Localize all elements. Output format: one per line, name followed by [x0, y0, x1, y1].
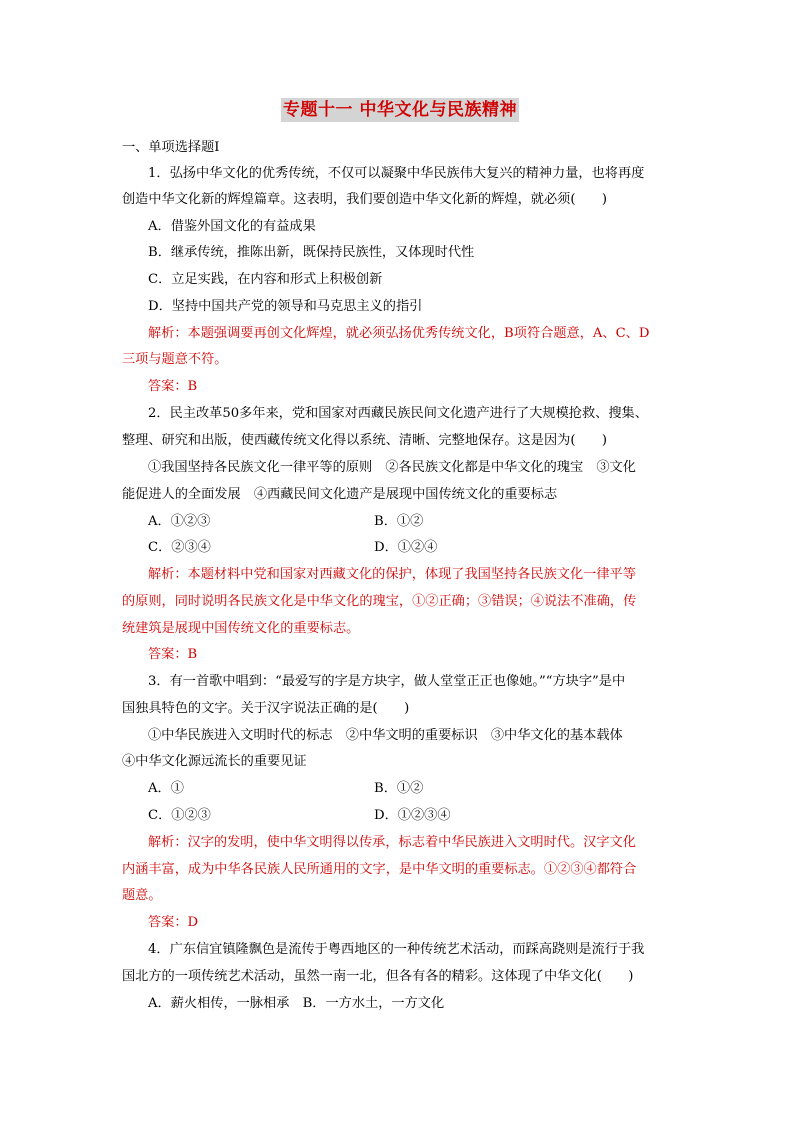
q3-option-c: C．①②③ — [148, 808, 211, 823]
q1-explanation-line2: 三项与题意不符。 — [122, 352, 228, 367]
q1-option-c: C．立足实践，在内容和形式上积极创新 — [148, 272, 383, 287]
q3-option-a: A．① — [148, 781, 184, 796]
q3-option-d: D．①②③④ — [374, 808, 451, 823]
q1-explanation-line1: 解析：本题强调要再创文化辉煌，就必须弘扬优秀传统文化，B项符合题意，A、C、D — [148, 326, 650, 341]
q2-items-line2: 能促进人的全面发展 ④西藏民间文化遗产是展现中国传统文化的重要标志 — [122, 487, 558, 502]
q1-option-a: A．借鉴外国文化的有益成果 — [148, 219, 316, 234]
q3-items-line1: ①中华民族进入文明时代的标志 ②中华文明的重要标识 ③中华文化的基本载体 — [148, 728, 623, 743]
q2-stem-line1: 2．民主改革50多年来，党和国家对西藏民族民间文化遗产进行了大规模抢救、搜集、 — [148, 406, 648, 421]
q2-explanation-line3: 统建筑是展现中国传统文化的重要标志。 — [122, 621, 360, 636]
q1-option-d: D．坚持中国共产党的领导和马克思主义的指引 — [148, 299, 423, 314]
q1-answer: 答案：B — [148, 379, 198, 394]
q4-stem-line1: 4．广东信宜镇隆飘色是流传于粤西地区的一种传统艺术活动，而踩高跷则是流行于我 — [148, 942, 645, 957]
q4-options-ab: A．薪火相传，一脉相承 B．一方水土，一方文化 — [148, 996, 445, 1011]
q2-option-b: B．①② — [374, 514, 424, 529]
q2-stem-line2: 整理、研究和出版，使西藏传统文化得以系统、清晰、完整地保存。这是因为( ) — [122, 433, 608, 448]
q3-option-b: B．①② — [374, 781, 424, 796]
section-heading: 一、单项选择题Ⅰ — [122, 140, 220, 155]
page-title: 专题十一 中华文化与民族精神 — [283, 100, 517, 120]
q3-stem-line1: 3．有一首歌中唱到：“最爱写的字是方块字，做人堂堂正正也像她。”“方块字”是中 — [148, 674, 626, 689]
q3-explanation-line3: 题意。 — [122, 888, 162, 903]
q4-stem-line2: 国北方的一项传统艺术活动，虽然一南一北，但各有各的精彩。这体现了中华文化( ) — [122, 969, 634, 984]
q1-stem-line1: 1．弘扬中华文化的优秀传统，不仅可以凝聚中华民族伟大复兴的精神力量，也将再度 — [148, 166, 645, 181]
q2-answer: 答案：B — [148, 647, 198, 662]
q2-items-line1: ①我国坚持各民族文化一律平等的原则 ②各民族文化都是中华文化的瑰宝 ③文化 — [148, 460, 636, 475]
q2-explanation-line2: 的原则，同时说明各民族文化是中华文化的瑰宝，①②正确；③错误；④说法不准确，传 — [122, 594, 637, 609]
q3-stem-line2: 国独具特色的文字。关于汉字说法正确的是( ) — [122, 701, 410, 716]
q3-explanation-line1: 解析：汉字的发明，使中华文明得以传承，标志着中华民族进入文明时代。汉字文化 — [148, 835, 636, 850]
title-block — [0, 98, 800, 122]
q3-answer: 答案：D — [148, 915, 199, 930]
q1-stem-line2: 创造中华文化新的辉煌篇章。这表明，我们要创造中华文化新的辉煌，就必须( ) — [122, 192, 608, 207]
q3-explanation-line2: 内涵丰富，成为中华各民族人民所通用的文字，是中华文明的重要标志。①②③④都符合 — [122, 862, 637, 877]
q1-option-b: B．继承传统，推陈出新，既保持民族性，又体现时代性 — [148, 245, 475, 260]
q3-items-line2: ④中华文化源远流长的重要见证 — [122, 754, 307, 769]
q2-option-d: D．①②④ — [374, 540, 438, 555]
q2-explanation-line1: 解析：本题材料中党和国家对西藏文化的保护，体现了我国坚持各民族文化一律平等 — [148, 567, 636, 582]
q2-option-c: C．②③④ — [148, 540, 211, 555]
q2-option-a: A．①②③ — [148, 514, 211, 529]
